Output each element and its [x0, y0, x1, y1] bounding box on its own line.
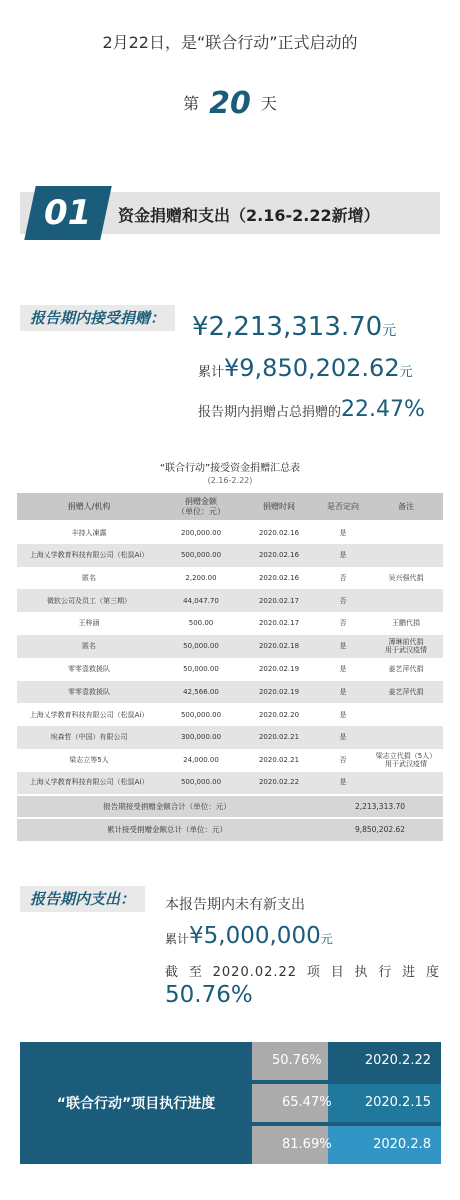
cell-date: 2020.02.19	[241, 658, 317, 681]
cumulative-unit: 元	[399, 365, 413, 380]
cell-note	[369, 726, 443, 749]
cell-date: 2020.02.22	[241, 772, 317, 795]
progress-percent-label: 65.47%	[282, 1095, 332, 1110]
cell-donor: 上海乂学教育科技有限公司（松鼠Ai）	[17, 772, 161, 795]
cell-amount: 500,000.00	[161, 544, 241, 567]
cell-amount: 24,000.00	[161, 749, 241, 772]
cell-directed: 是	[317, 772, 369, 795]
cell-note: 梁志立代捐（5人） 用于武汉疫情	[369, 749, 443, 772]
cell-date: 2020.02.17	[241, 589, 317, 612]
progress-percent-label: 50.76%	[272, 1053, 322, 1068]
progress-date-label: 2020.2.15	[364, 1095, 431, 1110]
cell-amount: 50,000.00	[161, 658, 241, 681]
cell-amount: 300,000.00	[161, 726, 241, 749]
cell-note	[369, 772, 443, 795]
table-title: “联合行动”接受资金捐赠汇总表	[159, 463, 301, 474]
progress-date-label: 2020.2.22	[364, 1053, 431, 1068]
header-line: 2月22日，是“联合行动”正式启动的	[102, 33, 358, 52]
cell-amount: 50,000.00	[161, 635, 241, 658]
cell-directed: 是	[317, 703, 369, 726]
progress-rows	[252, 1042, 441, 1164]
cell-directed: 是	[317, 544, 369, 567]
section-number-badge	[24, 186, 111, 240]
donation-amount-unit: 元	[382, 323, 397, 339]
table-row	[17, 749, 443, 772]
cell-donor: 匿名	[17, 567, 161, 590]
progress-percentage: 50.76%	[165, 982, 253, 1008]
total-period-label: 报告期接受捐赠金额合计（单位：元）	[17, 795, 317, 818]
table-row	[17, 681, 443, 704]
ratio-text: 报告期内捐赠占总捐赠的	[198, 405, 342, 420]
cell-note	[369, 544, 443, 567]
cell-amount: 42,566.00	[161, 681, 241, 704]
cell-directed: 是	[317, 681, 369, 704]
cell-date: 2020.02.16	[241, 544, 317, 567]
progress-row	[252, 1042, 441, 1080]
progress-row	[252, 1126, 441, 1164]
donation-table	[17, 493, 443, 841]
cell-note: 王鹏代捐	[369, 612, 443, 635]
progress-description: 截至2020.02.22项目执行进度	[165, 965, 440, 980]
table-row	[17, 567, 443, 590]
cell-directed: 是	[317, 521, 369, 544]
table-subtitle: (2.16-2.22)	[207, 476, 253, 485]
expenditure-cumulative-amount: ¥5,000,000	[189, 923, 321, 949]
day-number: 20	[209, 86, 251, 121]
progress-row	[252, 1084, 441, 1122]
progress-panel-title: “联合行动”项目执行进度	[20, 1042, 252, 1164]
header-note: 备注	[369, 493, 443, 521]
expenditure-label: 报告期内支出：	[20, 886, 145, 912]
table-header-row	[17, 493, 443, 521]
cell-donor: 丰持人凍露	[17, 521, 161, 544]
cell-date: 2020.02.17	[241, 612, 317, 635]
progress-panel	[20, 1042, 441, 1164]
cell-date: 2020.02.21	[241, 726, 317, 749]
cell-donor: 上海乂学教育科技有限公司（松鼠Ai）	[17, 703, 161, 726]
table-row	[17, 726, 443, 749]
cell-amount: 500,000.00	[161, 772, 241, 795]
cell-note: 姜艺萍代捐	[369, 658, 443, 681]
cell-date: 2020.02.18	[241, 635, 317, 658]
expenditure-cumulative-unit: 元	[320, 932, 333, 946]
table-row	[17, 612, 443, 635]
donation-amount	[192, 312, 396, 342]
cell-donor: 王梓涵	[17, 612, 161, 635]
cell-directed: 否	[317, 612, 369, 635]
progress-date-label: 2020.2.8	[373, 1137, 431, 1152]
day-prefix: 第	[183, 94, 200, 113]
total-period-row	[17, 795, 443, 818]
day-counter	[0, 86, 460, 121]
donation-ratio	[198, 397, 425, 422]
cell-note: 吴兴强代捐	[369, 567, 443, 590]
cell-directed: 是	[317, 635, 369, 658]
donation-label: 报告期内接受捐赠：	[20, 305, 175, 331]
cell-donor: 零零壹救援队	[17, 681, 161, 704]
day-suffix: 天	[260, 94, 277, 113]
expenditure-cumulative	[165, 923, 333, 949]
table-row	[17, 703, 443, 726]
table-row	[17, 521, 443, 544]
cumulative-prefix: 累计	[198, 365, 225, 380]
header-amount: 捐赠金额 （单位：元）	[161, 493, 241, 521]
table-row	[17, 544, 443, 567]
cell-amount: 200,000.00	[161, 521, 241, 544]
cell-directed: 否	[317, 567, 369, 590]
progress-percent-label: 81.69%	[282, 1137, 332, 1152]
cell-donor: 上海乂学教育科技有限公司（松鼠Ai）	[17, 544, 161, 567]
table-row	[17, 635, 443, 658]
cell-amount: 500,000.00	[161, 703, 241, 726]
cell-amount: 44,047.70	[161, 589, 241, 612]
cell-amount: 500.00	[161, 612, 241, 635]
cell-donor: 埃森哲（中国）有限公司	[17, 726, 161, 749]
no-new-expenditure: 本报告期内未有新支出	[165, 897, 305, 913]
table-row	[17, 658, 443, 681]
cell-date: 2020.02.20	[241, 703, 317, 726]
table-row	[17, 772, 443, 795]
cell-date: 2020.02.16	[241, 521, 317, 544]
cell-directed: 是	[317, 658, 369, 681]
cell-amount: 2,200.00	[161, 567, 241, 590]
header-directed: 是否定向	[317, 493, 369, 521]
total-cumulative-label: 累计接受捐赠金额总计（单位：元）	[17, 818, 317, 841]
table-row	[17, 589, 443, 612]
total-cumulative-row	[17, 818, 443, 841]
ratio-value: 22.47%	[341, 397, 425, 422]
cell-note: 薄琳前代捐 用于武汉疫情	[369, 635, 443, 658]
cell-note	[369, 589, 443, 612]
cell-note	[369, 703, 443, 726]
cell-donor: 零零壹救援队	[17, 658, 161, 681]
cumulative-donation	[198, 354, 413, 382]
expenditure-cumulative-prefix: 累计	[165, 932, 190, 946]
cell-directed: 否	[317, 589, 369, 612]
total-period-value: 2,213,313.70	[317, 795, 443, 818]
section-title: 资金捐赠和支出（2.16-2.22新增）	[118, 206, 380, 225]
total-cumulative-value: 9,850,202.62	[317, 818, 443, 841]
cell-note	[369, 521, 443, 544]
header-donor: 捐赠人/机构	[17, 493, 161, 521]
cell-date: 2020.02.16	[241, 567, 317, 590]
cell-directed: 否	[317, 749, 369, 772]
cell-note: 姜艺萍代捐	[369, 681, 443, 704]
cell-date: 2020.02.21	[241, 749, 317, 772]
section-number: 01	[44, 193, 92, 233]
header-date: 捐赠时间	[241, 493, 317, 521]
cell-date: 2020.02.19	[241, 681, 317, 704]
cell-donor: 微软公司及员工（第三期）	[17, 589, 161, 612]
cell-directed: 是	[317, 726, 369, 749]
cumulative-amount: ¥9,850,202.62	[224, 354, 400, 382]
cell-donor: 梁志立等5人	[17, 749, 161, 772]
donation-amount-value: ¥2,213,313.70	[192, 312, 383, 342]
cell-donor: 匿名	[17, 635, 161, 658]
